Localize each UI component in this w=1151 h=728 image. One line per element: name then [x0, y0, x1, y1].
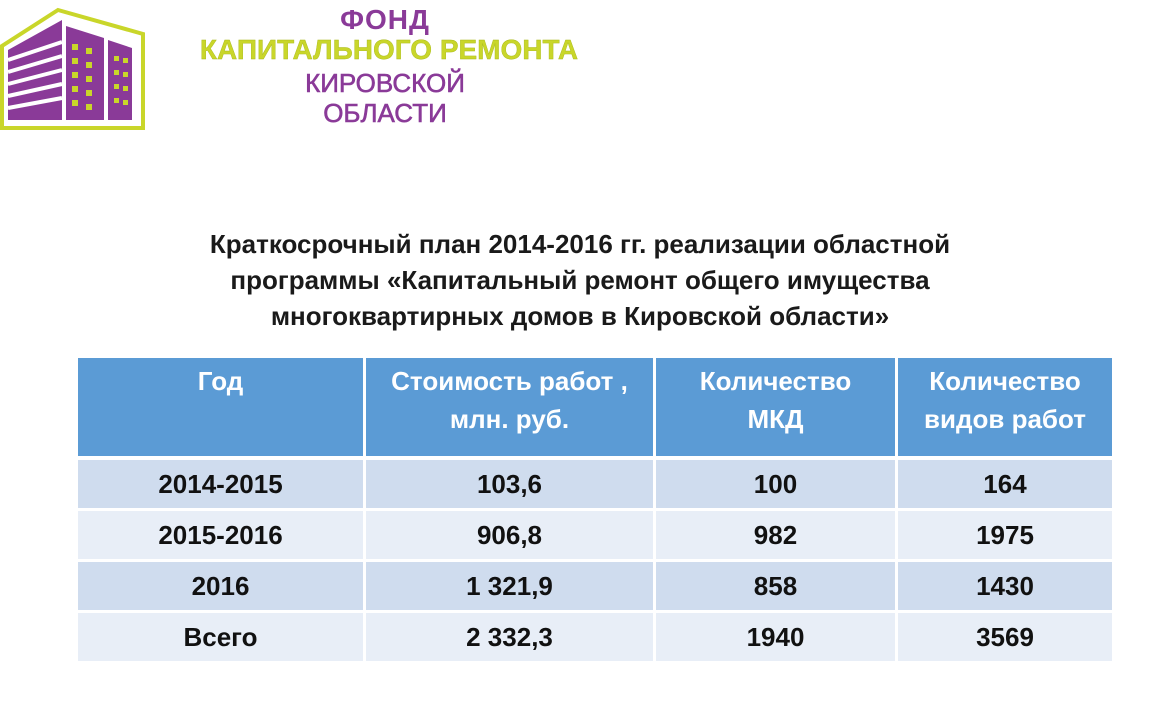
- cell-work-types: 1975: [898, 511, 1112, 562]
- logo-line-fund: ФОНД: [340, 4, 430, 35]
- header-work-types: [898, 358, 1112, 460]
- cell-total-buildings: 1940: [656, 613, 898, 664]
- header-year-label: Год: [197, 366, 244, 396]
- cell-year: 2014-2015: [78, 460, 366, 511]
- cell-buildings: 858: [656, 562, 898, 613]
- cell-cost: 906,8: [366, 511, 656, 562]
- header-buildings-line-1: Количество: [699, 366, 852, 396]
- logo-line-region: ОБЛАСТИ: [323, 98, 447, 128]
- cell-year: 2015-2016: [78, 511, 366, 562]
- header-work-types-line-1: Количество: [929, 366, 1081, 396]
- page-title-line-2: программы «Капитальный ремонт общего имущества: [230, 265, 930, 295]
- page-title-line-3: многоквартирных домов в Кировской области»: [270, 301, 890, 331]
- header-buildings: [656, 358, 898, 460]
- header-cost-line-2: млн. руб.: [449, 404, 570, 434]
- cell-work-types: 1430: [898, 562, 1112, 613]
- cell-total-work-types: 3569: [898, 613, 1112, 664]
- header-cost: [366, 358, 656, 460]
- cell-year: 2016: [78, 562, 366, 613]
- table-header-row: [78, 358, 1112, 460]
- cell-total-cost: 2 332,3: [366, 613, 656, 664]
- cell-cost: 1 321,9: [366, 562, 656, 613]
- page-title-line-1: Краткосрочный план 2014-2016 гг. реализации областной: [209, 229, 951, 259]
- logo-line-kirov: КИРОВСКОЙ: [305, 68, 465, 98]
- plan-table: [78, 358, 1112, 664]
- cell-cost: 103,6: [366, 460, 656, 511]
- header-work-types-line-2: видов работ: [924, 404, 1086, 434]
- table-row: [78, 511, 1112, 562]
- cell-buildings: 982: [656, 511, 898, 562]
- cell-work-types: 164: [898, 460, 1112, 511]
- cell-buildings: 100: [656, 460, 898, 511]
- table-row: [78, 460, 1112, 511]
- cell-total-label: Всего: [78, 613, 366, 664]
- logo-line-capital-repair: КАПИТАЛЬНОГО РЕМОНТА: [199, 34, 579, 65]
- header-year: [78, 358, 366, 460]
- page-title: [100, 226, 1060, 334]
- table-row-total: [78, 613, 1112, 664]
- header-buildings-line-2: МКД: [747, 404, 804, 434]
- building-logo-icon: [0, 0, 150, 132]
- header-cost-line-1: Стоимость работ ,: [391, 366, 628, 396]
- table-row: [78, 562, 1112, 613]
- logo-text: [150, 4, 620, 126]
